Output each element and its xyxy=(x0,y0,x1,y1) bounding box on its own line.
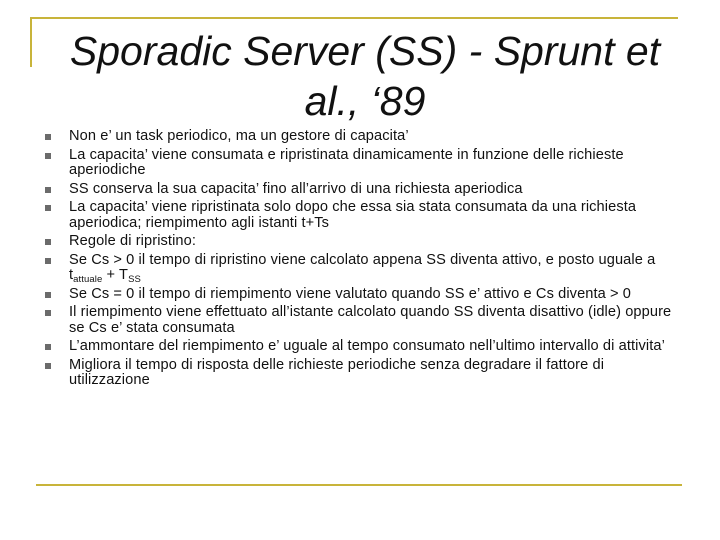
list-item xyxy=(45,305,685,336)
bullet-text: La capacita’ viene consumata e ripristinata dinamicamente in funzione delle richieste aperiodiche xyxy=(69,146,624,178)
list-item xyxy=(45,358,685,389)
bullet-text: Regole di ripristino: xyxy=(69,233,197,249)
square-bullet-icon xyxy=(45,134,51,140)
bullet-text: SS conserva la sua capacita’ fino all’arrivo di una richiesta aperiodica xyxy=(69,180,523,197)
square-bullet-icon xyxy=(45,205,51,211)
slide-title xyxy=(40,26,690,126)
bullet-text: Migliora il tempo di risposta delle richieste periodiche senza degradare il fattore di utilizzazione xyxy=(69,356,605,388)
left-rule xyxy=(30,17,32,67)
bullet-text: Non e’ un task periodico, ma un gestore di capacita’ xyxy=(69,128,409,144)
subscript-attuale: attuale xyxy=(73,274,103,285)
list-item xyxy=(45,200,685,231)
list-item xyxy=(45,129,685,145)
bullet-text-part: Se Cs > 0 il tempo di ripristino viene calcolato appena SS diventa attivo, e posto uguale a t xyxy=(69,251,656,283)
title-line-1: Sporadic Server (SS) - Sprunt et xyxy=(69,28,661,74)
bottom-rule xyxy=(36,484,682,486)
bullet-text: L’ammontare del riempimento e’ uguale al tempo consumato nell’ultimo intervallo di attivita’ xyxy=(69,338,665,354)
subscript-ss: SS xyxy=(128,274,141,285)
list-item xyxy=(45,253,685,284)
square-bullet-icon xyxy=(45,239,51,245)
square-bullet-icon xyxy=(45,292,51,298)
bullet-text: Se Cs = 0 il tempo di riempimento viene valutato quando SS e’ attivo e Cs diventa > 0 xyxy=(69,285,632,302)
square-bullet-icon xyxy=(45,344,51,350)
title-line-2: al., ‘89 xyxy=(304,78,426,124)
list-item xyxy=(45,182,685,198)
square-bullet-icon xyxy=(45,187,51,193)
bullet-list xyxy=(45,129,685,392)
top-rule xyxy=(30,17,678,19)
bullet-text-part: + T xyxy=(102,267,129,283)
bullet-text xyxy=(69,252,655,284)
bullet-text: La capacita’ viene ripristinata solo dopo che essa sia stata consumata da una richiesta aperiodica; riempimento agli istanti t+Ts xyxy=(69,199,637,231)
square-bullet-icon xyxy=(45,153,51,159)
square-bullet-icon xyxy=(45,258,51,264)
square-bullet-icon xyxy=(45,310,51,316)
bullet-text: Il riempimento viene effettuato all’istante calcolato quando SS diventa disattivo (idle) oppure se Cs e’ stata consumata xyxy=(69,304,672,336)
square-bullet-icon xyxy=(45,363,51,369)
list-item xyxy=(45,148,685,179)
list-item xyxy=(45,339,685,355)
list-item xyxy=(45,234,685,250)
list-item xyxy=(45,287,685,303)
